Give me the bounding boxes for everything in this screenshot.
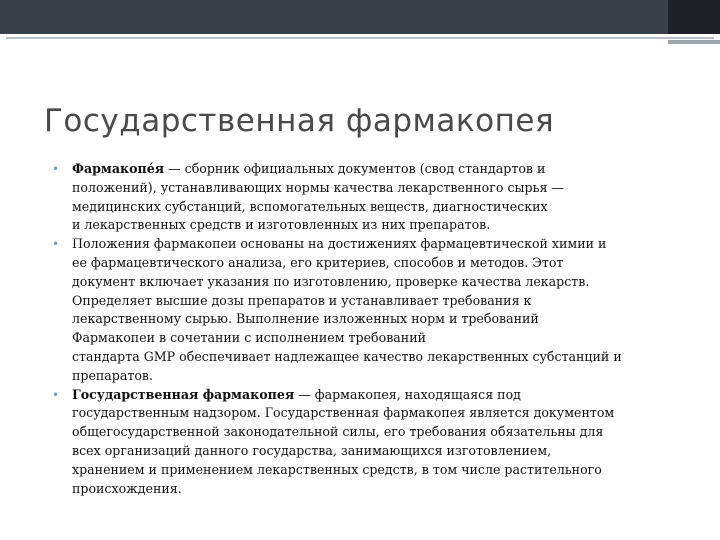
bullet-line: Фармакопеи в сочетании с исполнением требований <box>72 330 426 346</box>
header-bar <box>0 0 720 34</box>
bullet-line: общегосударственной законодательной силы, его требования обязательны для <box>72 424 604 440</box>
bullet-line <box>72 160 692 179</box>
bullet-icon: • <box>52 162 60 176</box>
bullet-term: Государственная фармакопея <box>72 386 295 402</box>
header-divider-line <box>6 37 714 39</box>
bullet-line: государственным надзором. Государственная фармакопея является документом <box>72 405 615 421</box>
bullet-list <box>52 160 692 498</box>
bullet-line: положений), устанавливающих нормы качества лекарственного сырья — <box>72 179 564 195</box>
bullet-line: происхождения. <box>72 480 182 496</box>
bullet-term: Фармакопе́я <box>72 161 165 176</box>
bullet-icon: • <box>52 237 60 252</box>
bullet-line: всех организаций данного государства, занимающихся изготовлением, <box>72 442 552 458</box>
bullet-line: документ включает указания по изготовлению, проверке качества лекарств. <box>72 273 590 289</box>
bullet-line: Определяет высшие дозы препаратов и устанавливает требования к <box>72 292 532 308</box>
bullet-line: препаратов. <box>72 367 154 383</box>
bullet-item-pharmacopoeia-definition <box>52 160 692 235</box>
bullet-icon: • <box>52 387 60 402</box>
bullet-text: — фармакопея, находящаяся под <box>294 386 521 402</box>
bullet-line: хранением и применением лекарственных средств, в том числе растительного <box>72 461 602 477</box>
header-accent-thin <box>668 40 720 44</box>
header-accent-block <box>668 0 720 34</box>
bullet-text: — сборник официальных документов (свод стандартов и <box>164 161 546 176</box>
slide-title: Государственная фармакопея <box>44 103 555 139</box>
bullet-line: ее фармацевтического анализа, его критериев, способов и методов. Этот <box>72 254 564 270</box>
bullet-line: медицинских субстанций, вспомогательных веществ, диагностических <box>72 198 548 214</box>
bullet-item-state-pharmacopoeia <box>52 386 692 499</box>
bullet-line: и лекарственных средств и изготовленных из них препаратов. <box>72 217 491 233</box>
bullet-line: лекарственному сырью. Выполнение изложенных норм и требований <box>72 311 539 327</box>
bullet-line: Положения фармакопеи основаны на достижениях фармацевтической химии и <box>72 236 607 252</box>
bullet-line <box>72 386 692 405</box>
bullet-item-provisions <box>52 235 692 385</box>
bullet-line: стандарта GMP обеспечивает надлежащее качество лекарственных субстанций и <box>72 348 622 364</box>
